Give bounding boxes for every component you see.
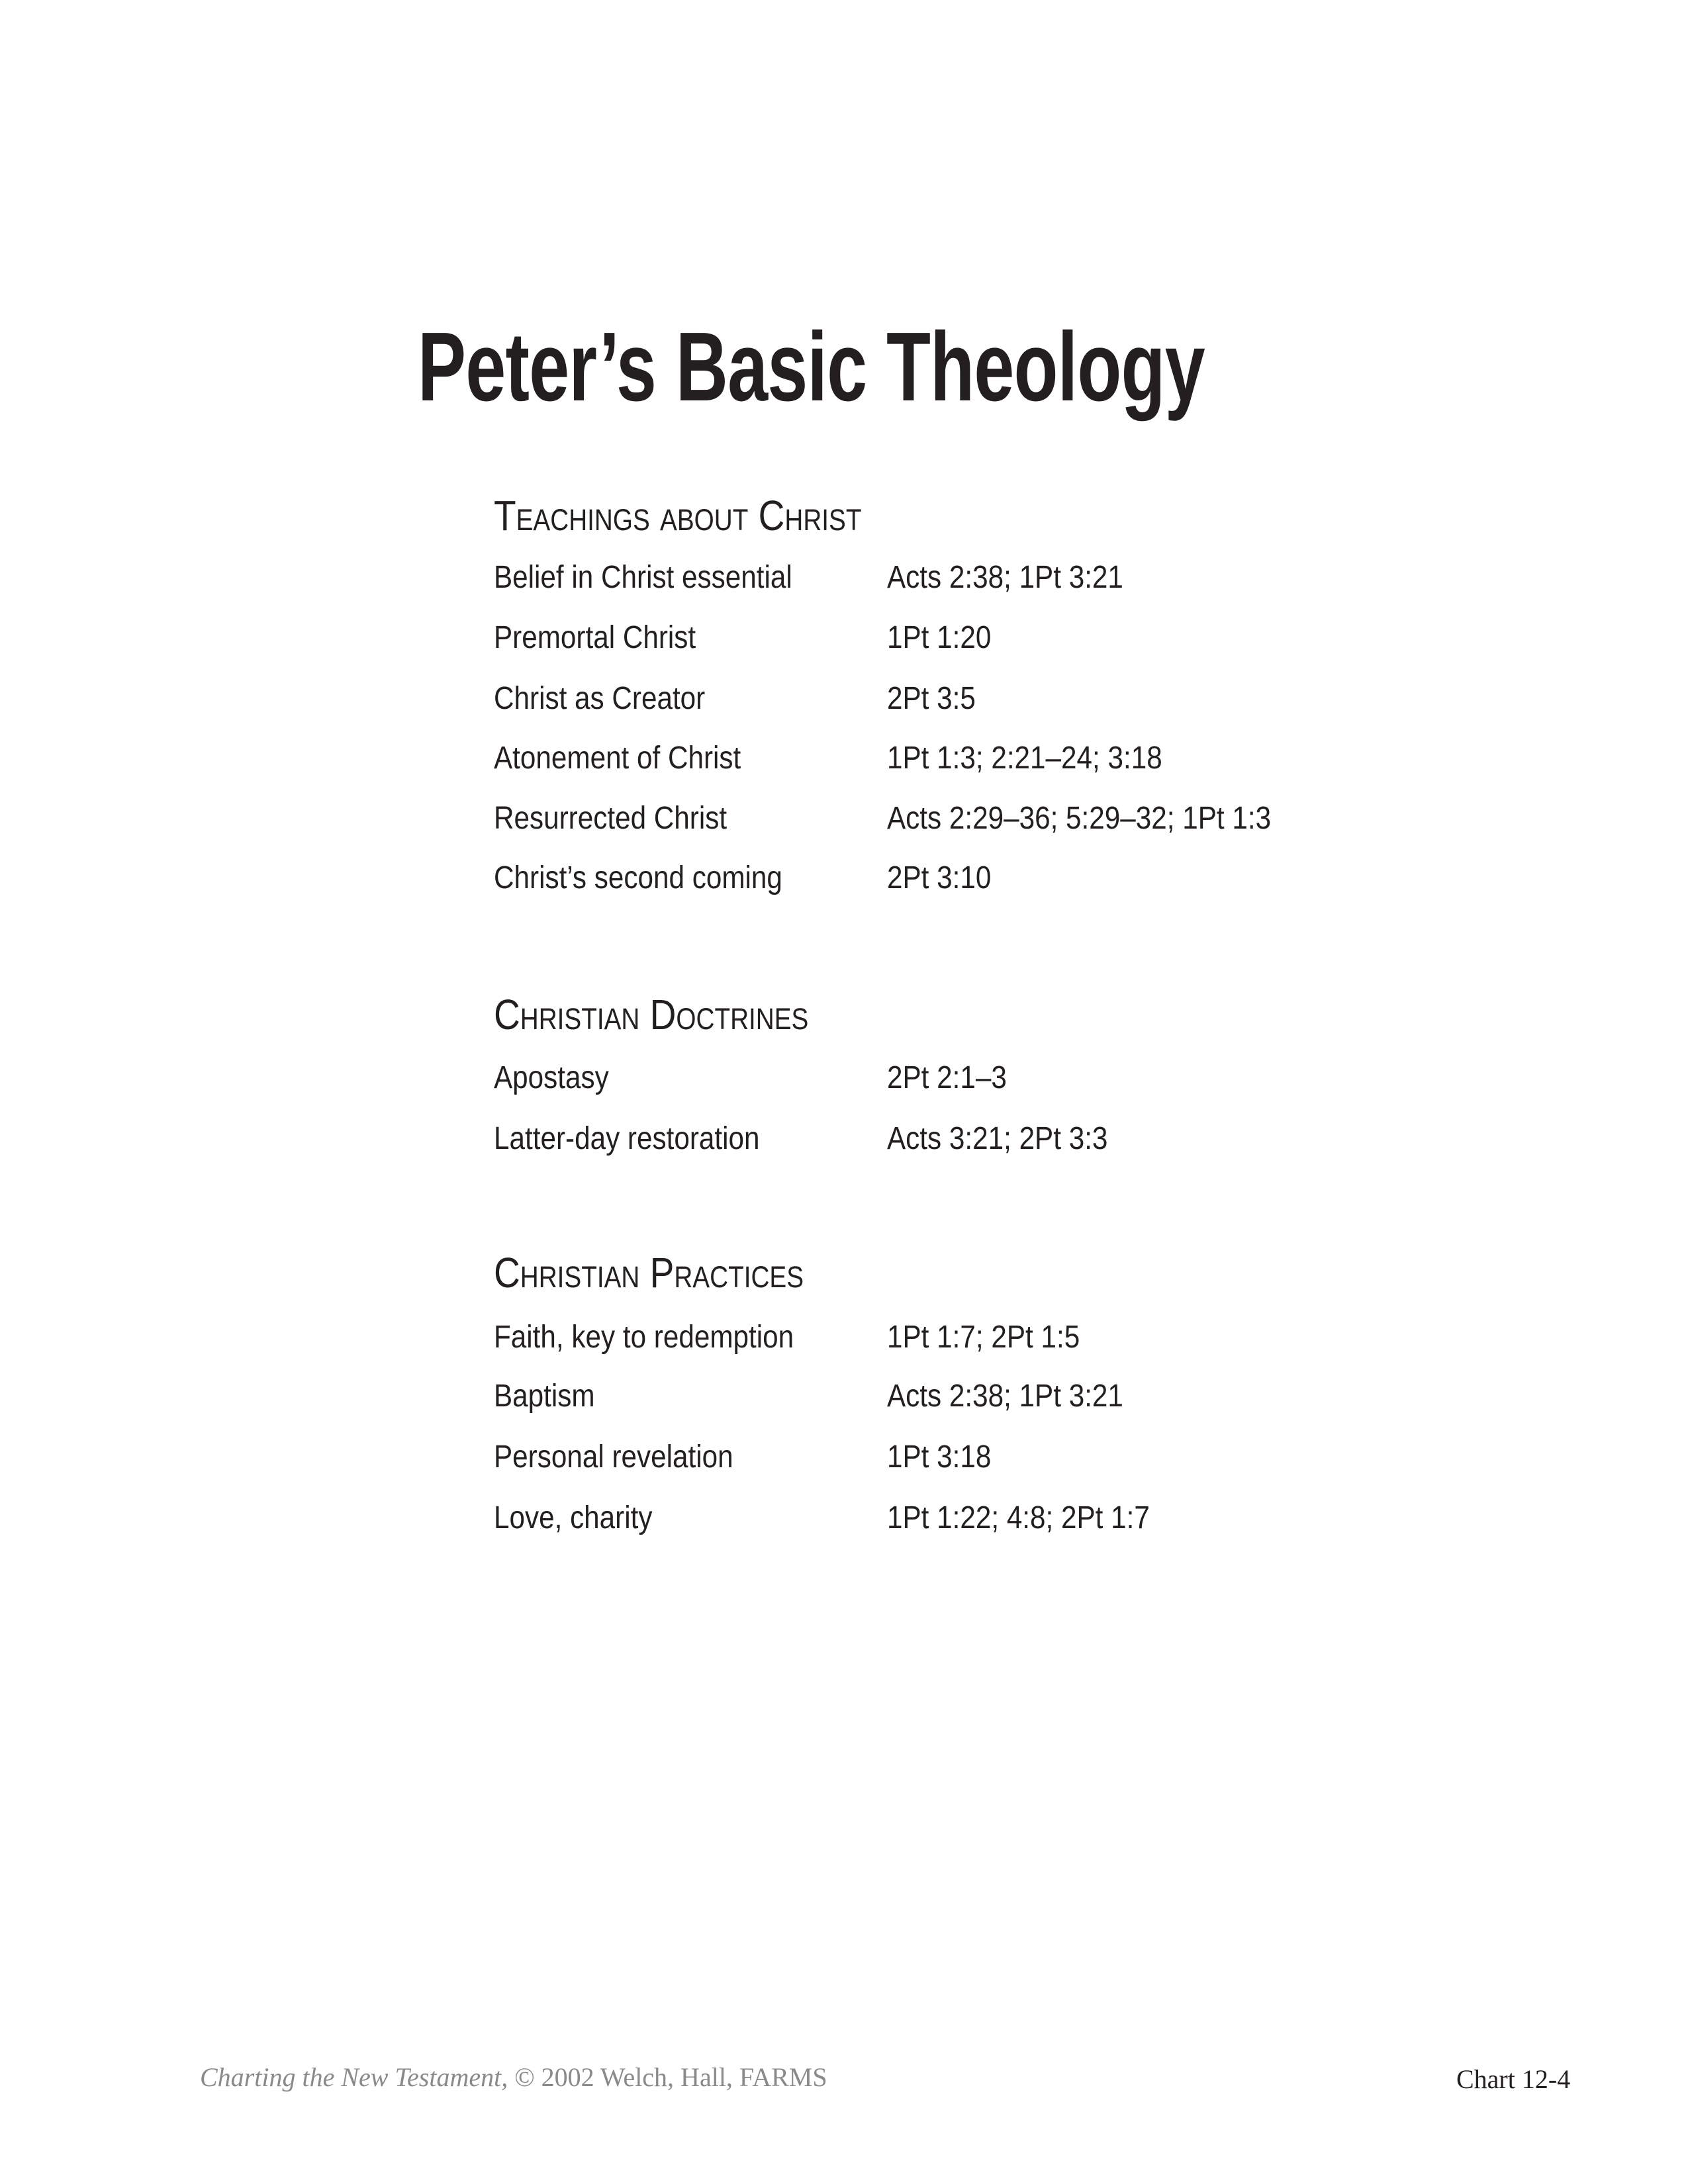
scripture-reference: Acts 2:38; 1Pt 3:21 — [887, 560, 1123, 595]
scripture-reference: 1Pt 1:3; 2:21–24; 3:18 — [887, 741, 1162, 776]
topic: Christ’s second coming — [494, 860, 782, 895]
book-title: Charting the New Testament, — [200, 2062, 508, 2092]
section-heading: Teachings about Christ — [494, 492, 862, 539]
section-heading: Christian Practices — [494, 1249, 804, 1297]
scripture-reference: 2Pt 3:5 — [887, 681, 976, 716]
topic: Love, charity — [494, 1500, 653, 1535]
topic: Christ as Creator — [494, 681, 706, 716]
topic: Apostasy — [494, 1060, 609, 1095]
topic: Latter-day restoration — [494, 1121, 760, 1156]
topic: Baptism — [494, 1379, 595, 1414]
scripture-reference: 1Pt 1:20 — [887, 620, 992, 655]
scripture-reference: Acts 2:29–36; 5:29–32; 1Pt 1:3 — [887, 801, 1272, 836]
scripture-reference: 2Pt 2:1–3 — [887, 1060, 1007, 1095]
chart-number: Chart 12-4 — [1456, 2064, 1571, 2094]
topic: Premortal Christ — [494, 620, 696, 655]
topic: Atonement of Christ — [494, 741, 741, 776]
scripture-reference: 2Pt 3:10 — [887, 860, 992, 895]
topic: Faith, key to redemption — [494, 1320, 794, 1355]
scripture-reference: 1Pt 1:22; 4:8; 2Pt 1:7 — [887, 1500, 1150, 1535]
scripture-reference: 1Pt 1:7; 2Pt 1:5 — [887, 1320, 1080, 1355]
scripture-reference: Acts 2:38; 1Pt 3:21 — [887, 1379, 1123, 1414]
scripture-reference: 1Pt 3:18 — [887, 1439, 992, 1475]
topic: Belief in Christ essential — [494, 560, 792, 595]
footer-credit — [200, 2062, 827, 2093]
topic: Personal revelation — [494, 1439, 733, 1475]
section-heading: Christian Doctrines — [494, 991, 809, 1038]
topic: Resurrected Christ — [494, 801, 727, 836]
scripture-reference: Acts 3:21; 2Pt 3:3 — [887, 1121, 1108, 1156]
copyright: © 2002 Welch, Hall, FARMS — [508, 2062, 827, 2092]
page-title: Peter’s Basic Theology — [418, 312, 1205, 422]
